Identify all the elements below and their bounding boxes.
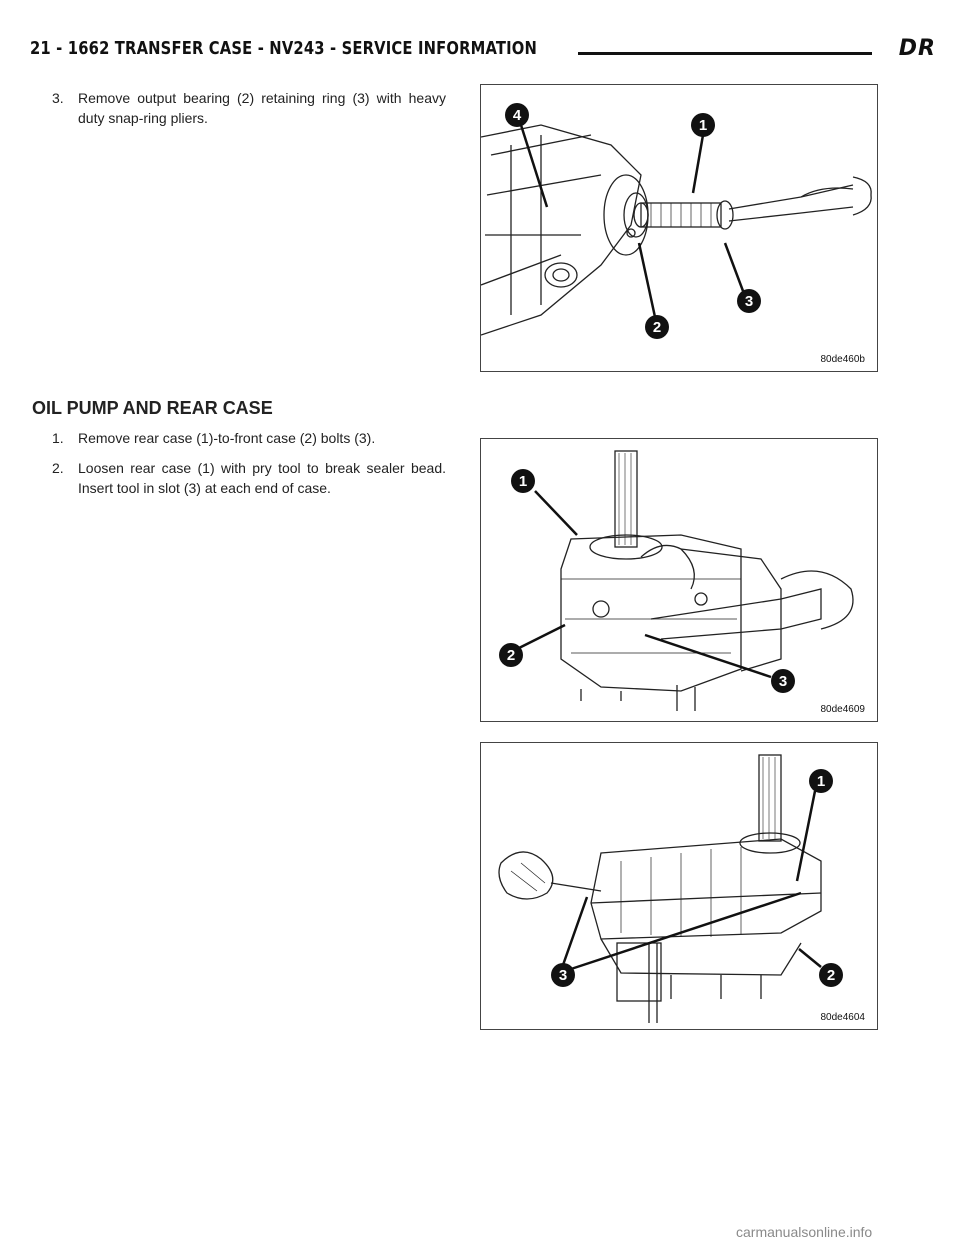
- step-loosen-rear-case: [52, 458, 446, 498]
- step-number: 1.: [52, 430, 64, 446]
- watermark-text: carmanualsonline.info: [736, 1224, 873, 1240]
- callout-3: 3: [778, 673, 788, 690]
- illustration-snap-ring-removal: [481, 85, 877, 371]
- step-number: 2.: [52, 460, 64, 476]
- figure-id: 80de4609: [820, 704, 865, 715]
- step-text: Loosen rear case (1) with pry tool to break sealer bead. Insert tool in slot (3) at each end of case.: [78, 460, 446, 496]
- callout-2: 2: [506, 647, 516, 664]
- callout-2: 2: [652, 319, 662, 336]
- page-title: 21 - 1662 TRANSFER CASE - NV243 - SERVICE INFORMATION: [30, 38, 538, 59]
- figure-pry-rear-case: [480, 742, 878, 1030]
- callout-4: 4: [512, 107, 522, 124]
- callout-3: 3: [558, 967, 568, 984]
- callout-1: 1: [816, 773, 826, 790]
- dr-logo: DR: [898, 36, 936, 61]
- page-header: [30, 38, 936, 68]
- step-text: Remove rear case (1)-to-front case (2) bolts (3).: [78, 430, 376, 446]
- figure-output-bearing: [480, 84, 878, 372]
- step-remove-case-bolts: [52, 428, 446, 448]
- step-text: Remove output bearing (2) retaining ring (3) with heavy duty snap-ring pliers.: [78, 90, 446, 126]
- section-title: OIL PUMP AND REAR CASE: [32, 398, 273, 418]
- figure-id: 80de4604: [820, 1012, 865, 1023]
- illustration-pry-tool: [481, 743, 877, 1029]
- callout-3: 3: [744, 293, 754, 310]
- header-rule: [578, 52, 872, 55]
- callout-2: 2: [826, 967, 836, 984]
- figure-case-bolts: [480, 438, 878, 722]
- callout-1: 1: [518, 473, 528, 490]
- step-number: 3.: [52, 90, 64, 106]
- callout-1: 1: [698, 117, 708, 134]
- illustration-case-bolt-removal: [481, 439, 877, 721]
- figure-id: 80de460b: [820, 354, 865, 365]
- step-remove-retaining-ring: [52, 88, 446, 128]
